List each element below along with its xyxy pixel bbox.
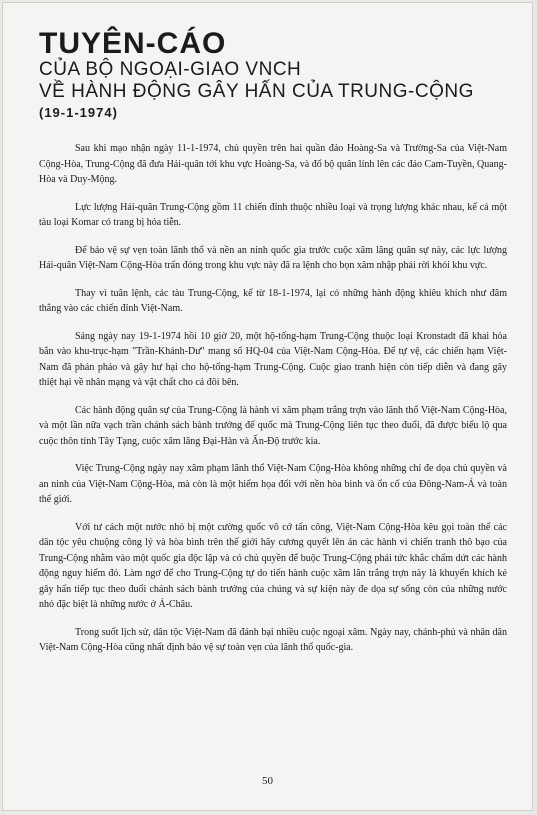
paragraph: Việc Trung-Cộng ngày nay xâm phạm lãnh thổ Việt-Nam Cộng-Hòa không những chỉ đe dọa chủ quyền và an ninh của Việt-Nam Cộng-Hòa, mà còn là một hiểm họa đối với nền hòa bình và ổn cố của Đông-Nam-Á và toàn thế giới.	[39, 463, 507, 505]
document-page	[2, 2, 533, 811]
document-subtitle-2: VỀ HÀNH ĐỘNG GÂY HẤN CỦA TRUNG-CỘNG	[39, 81, 474, 102]
page-number: 50	[262, 775, 273, 787]
paragraph: Sáng ngày nay 19-1-1974 hồi 10 giờ 20, một hộ-tống-hạm Trung-Cộng thuộc loại Kronstadt đã khai hỏa bắn vào khu-trục-hạm "Trần-Khánh-Dư" mang số HQ-04 của Việt-Nam Cộng-Hòa. Để tự vệ, các chiến hạm Việt-Nam đã phản pháo và gây hư hại cho hộ-tống-hạm Trung-Cộng. Cuộc giao tranh hiện còn tiếp diễn và đang gây thiệt hại về nhân mạng và vật chất cho cả đôi bên.	[39, 330, 507, 388]
paragraph: Lực lượng Hải-quân Trung-Cộng gồm 11 chiến đỉnh thuộc nhiều loại và trọng lượng khác nhau, kể cả một tàu loại Komar có trang bị hỏa tiễn.	[39, 201, 507, 228]
paragraph: Sau khi mạo nhận ngày 11-1-1974, chủ quyền trên hai quần đảo Hoàng-Sa và Trường-Sa của Việt-Nam Cộng-Hòa, Trung-Cộng đã đưa Hải-quân tới khu vực Hoàng-Sa, và đổ bộ quân lính lên các đảo Cam-Tuyền, Quang-Hòa và Duy-Mộng.	[39, 143, 507, 185]
document-subtitle-1: CỦA BỘ NGOẠI-GIAO VNCH	[39, 59, 302, 80]
paragraph: Thay vì tuân lệnh, các tàu Trung-Cộng, kể từ 18-1-1974, lại có những hành động khiêu khích như đâm thẳng vào các chiến đỉnh Việt-Nam.	[39, 287, 507, 314]
paragraph: Trong suốt lịch sử, dân tộc Việt-Nam đã đánh bại nhiều cuộc ngoại xâm. Ngày nay, chánh-phủ và nhân dân Việt-Nam Cộng-Hòa cũng nhất định bảo vệ sự toàn vẹn của lãnh thổ quốc-gia.	[39, 626, 507, 653]
document-date: (19-1-1974)	[39, 105, 118, 120]
document-title: TUYÊN-CÁO	[39, 27, 227, 60]
header	[39, 29, 509, 121]
paragraph: Với tư cách một nước nhỏ bị một cường quốc vô cớ tấn công, Việt-Nam Cộng-Hòa kêu gọi toàn thể các dân tộc yêu chuộng công lý và hòa bình trên thế giới hãy cương quyết lên án các hành vi chiến tranh thô bạo của Trung-Cộng nhằm vào một quốc gia độc lập và có chủ quyền để buộc Trung-Cộng phải tức khắc chấm dứt các hành động nguy hiểm đó. Làm ngơ để cho Trung-Cộng tự do tiến hành cuộc xâm lăn trắng trợn này là khuyến khích kẻ gây hấn tiếp tục theo đuổi chánh sách bành trướng của chúng và sự kiện này đe dọa sự sống còn của những nước nhỏ đặc biệt là những nước ở Á-Châu.	[39, 521, 507, 610]
document-body	[39, 141, 507, 668]
paragraph: Để bảo vệ sự vẹn toàn lãnh thổ và nền an ninh quốc gia trước cuộc xâm lăng quân sự này, các lực lượng Hải-quân Việt-Nam Cộng-Hòa trấn đóng trong khu vực này đã ra lệnh cho bọn xâm nhập phải rời khỏi khu vực.	[39, 244, 507, 271]
paragraph: Các hành động quân sự của Trung-Cộng là hành vi xâm phạm trắng trợn vào lãnh thổ Việt-Nam Cộng-Hòa, và một lần nữa vạch trần chánh sách bành trướng đế quốc mà Trung-Cộng liên tục theo đuổi, đã được biểu lộ qua cuộc thôn tính Tây Tạng, cuộc xâm lăng Đại-Hàn và Ấn-Độ trước kia.	[39, 404, 507, 447]
